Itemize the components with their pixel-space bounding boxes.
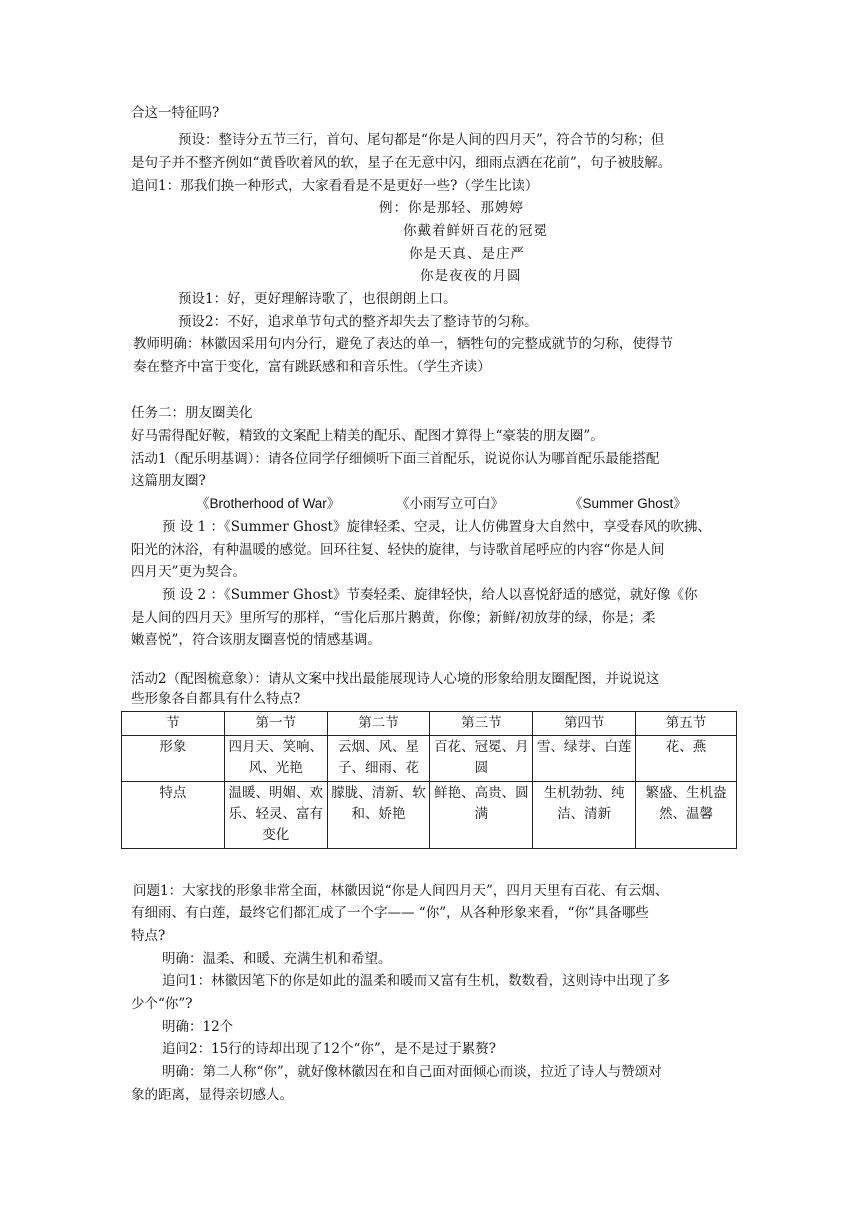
- music-title: 《Summer Ghost》: [569, 496, 687, 511]
- paragraph-line: 预设2：不好，追求单节句式的整齐却失去了整诗节的匀称。: [178, 314, 538, 330]
- paragraph-line: 明确：温柔、和暖、充满生机和希望。: [162, 951, 392, 967]
- paragraph-line: 活动1（配乐明基调）：请各位同学仔细倾听下面三首配乐，说说你认为哪首配乐最能搭配: [131, 451, 660, 467]
- table-cell: 云烟、风、星子、细雨、花: [327, 736, 430, 782]
- table-header-cell: 第五节: [636, 712, 737, 736]
- paragraph-line: 教师明确：林徽因采用句内分行，避免了表达的单一，牺牲句的完整成就节的匀称，使得节: [133, 336, 673, 352]
- music-title: 《Brotherhood of War》: [196, 496, 341, 511]
- paragraph-line: 这篇朋友圈?: [131, 473, 206, 489]
- section-heading: 任务二：朋友圈美化: [131, 405, 253, 421]
- music-title: 《小雨写立可白》: [396, 496, 504, 512]
- imagery-table: [121, 711, 737, 849]
- table-cell: 百花、冠冕、月圆: [430, 736, 533, 782]
- paragraph-line: 象的距离，显得亲切感人。: [131, 1087, 293, 1103]
- poem-line: 你是天真、是庄严: [409, 246, 525, 262]
- table-cell: 形象: [122, 736, 225, 782]
- table-header-cell: 第一节: [224, 712, 327, 736]
- paragraph-line: 是人间的四月天》里所写的那样，“雪化后那片鹅黄，你像；新鲜/初放芽的绿，你是；柔: [131, 610, 656, 626]
- paragraph-line: 追问1：那我们换一种形式，大家看看是不是更好一些?（学生比读）: [131, 178, 539, 194]
- paragraph-line: 预设1：好，更好理解诗歌了，也很朗朗上口。: [178, 291, 457, 307]
- paragraph-line: 少个“你”?: [131, 996, 193, 1012]
- table-cell: 朦胧、清新、软和、娇艳: [327, 782, 430, 849]
- paragraph-line: 特点?: [131, 928, 166, 944]
- paragraph-line: 预 设 1 ：《Summer Ghost》旋律轻柔、空灵，让人仿佛置身大自然中，享受春风的吹拂、: [162, 519, 711, 535]
- paragraph-line: 是句子并不整齐例如“黄昏吹着风的软，星子在无意中闪，细雨点洒在花前”，句子被肢解。: [131, 155, 672, 171]
- paragraph-line: 追问1：林徽因笔下的你是如此的温柔和暖而又富有生机，数数看，这则诗中出现了多: [162, 973, 671, 989]
- paragraph-line: 明确：12个: [162, 1019, 234, 1035]
- paragraph-line: 四月天”更为契合。: [131, 564, 246, 580]
- table-header-row: [122, 712, 737, 736]
- table-cell: 生机勃勃、纯洁、清新: [533, 782, 636, 849]
- paragraph-line: 好马需得配好鞍，精致的文案配上精美的配乐、配图才算得上“豪装的朋友圈”。: [131, 428, 604, 444]
- table-cell: 繁盛、生机盎然、温馨: [636, 782, 737, 849]
- table-header-cell: 第四节: [533, 712, 636, 736]
- paragraph-line: 奏在整齐中富于变化，富有跳跃感和和音乐性。（学生齐读）: [133, 359, 491, 375]
- poem-line: 你是夜夜的月圆: [420, 268, 522, 284]
- paragraph-line: 追问2：15行的诗却出现了12个“你”，是不是过于累赘?: [162, 1041, 496, 1057]
- table-row: [122, 736, 737, 782]
- paragraph-line: 嫩喜悦”，符合该朋友圈喜悦的情感基调。: [131, 632, 381, 648]
- poem-line: 你戴着鲜妍百花的冠冕: [403, 223, 548, 239]
- paragraph-line: 预 设 2 ：《Summer Ghost》节奏轻柔、旋律轻快，给人以喜悦舒适的感觉，就好像《你: [162, 587, 698, 603]
- paragraph-line: 活动2（配图梳意象）：请从文案中找出最能展现诗人心境的形象给朋友圈配图，并说说这: [131, 671, 660, 687]
- paragraph-line: 合这一特征吗?: [131, 105, 220, 121]
- paragraph-line: 预设：整诗分五节三行，首句、尾句都是“你是人间的四月天”，符合节的匀称；但: [178, 132, 665, 148]
- paragraph-line: 明确：第二人称“你”，就好像林徽因在和自己面对面倾心而谈，拉近了诗人与赞颂对: [162, 1064, 662, 1080]
- table-cell: 温暖、明媚、欢乐、轻灵、富有变化: [224, 782, 327, 849]
- table-cell: 四月天、笑响、风、光艳: [224, 736, 327, 782]
- paragraph-line: 问题1：大家找的形象非常全面，林徽因说“你是人间四月天”，四月天里有百花、有云烟、: [133, 883, 669, 899]
- poem-line: 例：你是那轻、那娉婷: [379, 200, 524, 216]
- table-header-cell: 节: [122, 712, 225, 736]
- table-cell: 雪、绿芽、白莲: [533, 736, 636, 782]
- table-header-cell: 第二节: [327, 712, 430, 736]
- paragraph-line: 阳光的沐浴，有种温暖的感觉。回环往复、轻快的旋律，与诗歌首尾呼应的内容“你是人间: [131, 542, 665, 558]
- table-row: [122, 782, 737, 849]
- table-cell: 花、燕: [636, 736, 737, 782]
- paragraph-line: 有细雨、有白莲，最终它们都汇成了一个字—— “你”，从各种形象来看，“你”具备哪些: [131, 905, 649, 921]
- table-cell: 特点: [122, 782, 225, 849]
- table-header-cell: 第三节: [430, 712, 533, 736]
- table-cell: 鲜艳、高贵、圆满: [430, 782, 533, 849]
- paragraph-line: 些形象各自都具有什么特点?: [131, 691, 301, 707]
